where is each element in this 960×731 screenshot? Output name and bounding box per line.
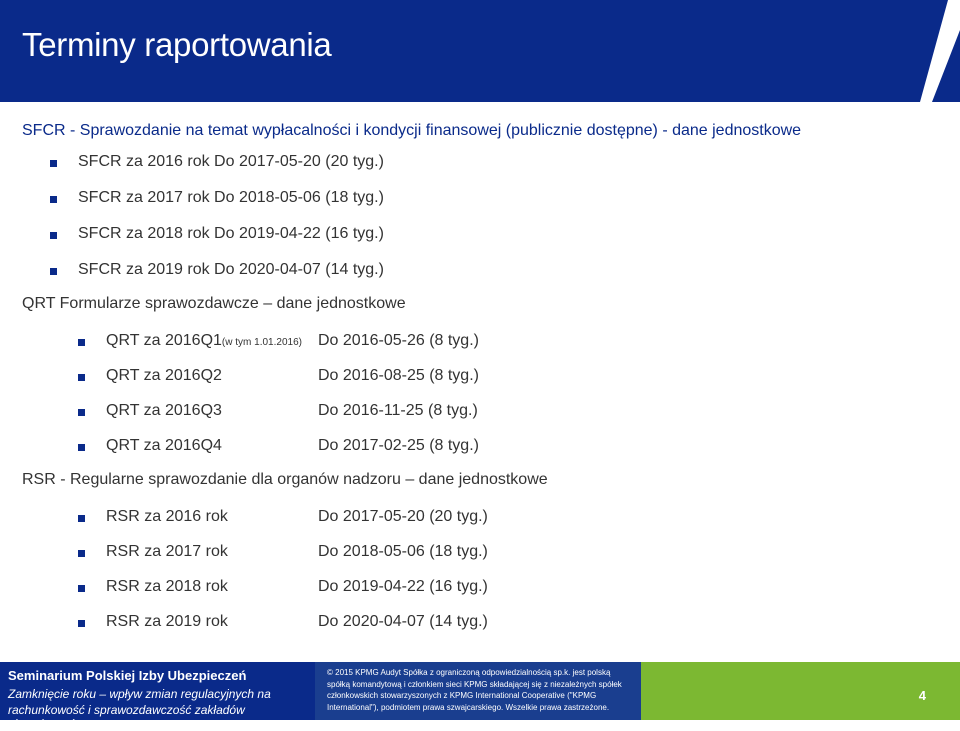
slide-header — [0, 0, 960, 102]
qrt-item-label: QRT za 2016Q4 — [106, 437, 222, 454]
footer-subtitle-line2: rachunkowość i sprawozdawczość zakładów ubezpieczeń — [8, 703, 245, 731]
rsr-item-deadline: Do 2018-05-06 (18 tyg.) — [318, 543, 488, 560]
qrt-item-label-text: QRT za 2016Q1 — [106, 332, 222, 349]
slide-footer — [0, 662, 960, 731]
qrt-item-note: (w tym 1.01.2016) — [221, 337, 302, 348]
bullet-square-icon — [78, 550, 85, 557]
bullet-square-icon — [78, 409, 85, 416]
qrt-item-label: QRT za 2016Q2 — [106, 367, 222, 384]
bullet-square-icon — [78, 620, 85, 627]
rsr-item-label: RSR za 2016 rok — [106, 508, 228, 525]
sfcr-heading: SFCR - Sprawozdanie na temat wypłacalności i kondycji finansowej (publicznie dostępne) - dane jednostkowe — [22, 122, 802, 139]
sfcr-item: SFCR za 2016 rok Do 2017-05-20 (20 tyg.) — [78, 153, 384, 170]
footer-seminar-title: Seminarium Polskiej Izby Ubezpieczeń — [8, 668, 247, 683]
bullet-square-icon — [50, 196, 57, 203]
bullet-square-icon — [50, 232, 57, 239]
rsr-item-deadline: Do 2017-05-20 (20 tyg.) — [318, 508, 488, 525]
sfcr-item: SFCR za 2018 rok Do 2019-04-22 (16 tyg.) — [78, 225, 384, 242]
qrt-item-deadline: Do 2016-08-25 (8 tyg.) — [318, 367, 479, 384]
rsr-item-label: RSR za 2018 rok — [106, 578, 228, 595]
footer-seminar-block — [0, 662, 315, 731]
qrt-item-label — [106, 332, 302, 350]
qrt-item-deadline: Do 2017-02-25 (8 tyg.) — [318, 437, 479, 454]
page-title: Terminy raportowania — [22, 26, 332, 63]
rsr-item-label: RSR za 2019 rok — [106, 613, 228, 630]
slide-content — [0, 102, 960, 662]
bullet-square-icon — [78, 374, 85, 381]
sfcr-item: SFCR za 2017 rok Do 2018-05-06 (18 tyg.) — [78, 189, 384, 206]
qrt-item-label: QRT za 2016Q3 — [106, 402, 222, 419]
rsr-heading: RSR - Regularne sprawozdanie dla organów nadzoru – dane jednostkowe — [22, 471, 548, 488]
page-number: 4 — [918, 688, 926, 703]
footer-page-block — [641, 662, 960, 720]
bullet-square-icon — [78, 585, 85, 592]
header-diagonal-stripe — [920, 0, 960, 102]
footer-copyright-block — [315, 662, 641, 720]
qrt-item-deadline: Do 2016-11-25 (8 tyg.) — [318, 402, 478, 419]
rsr-item-label: RSR za 2017 rok — [106, 543, 228, 560]
qrt-item-deadline: Do 2016-05-26 (8 tyg.) — [318, 332, 479, 349]
bullet-square-icon — [78, 515, 85, 522]
bullet-square-icon — [50, 268, 57, 275]
bullet-square-icon — [78, 444, 85, 451]
rsr-item-deadline: Do 2020-04-07 (14 tyg.) — [318, 613, 488, 630]
rsr-item-deadline: Do 2019-04-22 (16 tyg.) — [318, 578, 488, 595]
bullet-square-icon — [78, 339, 85, 346]
sfcr-item: SFCR za 2019 rok Do 2020-04-07 (14 tyg.) — [78, 261, 384, 278]
footer-copyright: © 2015 KPMG Audyt Spółka z ograniczoną odpowiedzialnością sp.k. jest polską spółką komandytową i członkiem sieci KPMG składającej się z niezależnych spółek członkowskich stowarzyszonych z KPMG International Cooperative ("KPMG International"), podmiotem prawa szwajcarskiego. Wszelkie prawa zastrzeżone. — [327, 668, 622, 712]
bullet-square-icon — [50, 160, 57, 167]
footer-subtitle-line1: Zamknięcie roku – wpływ zmian regulacyjnych na — [8, 687, 271, 701]
qrt-heading: QRT Formularze sprawozdawcze – dane jednostkowe — [22, 295, 406, 312]
